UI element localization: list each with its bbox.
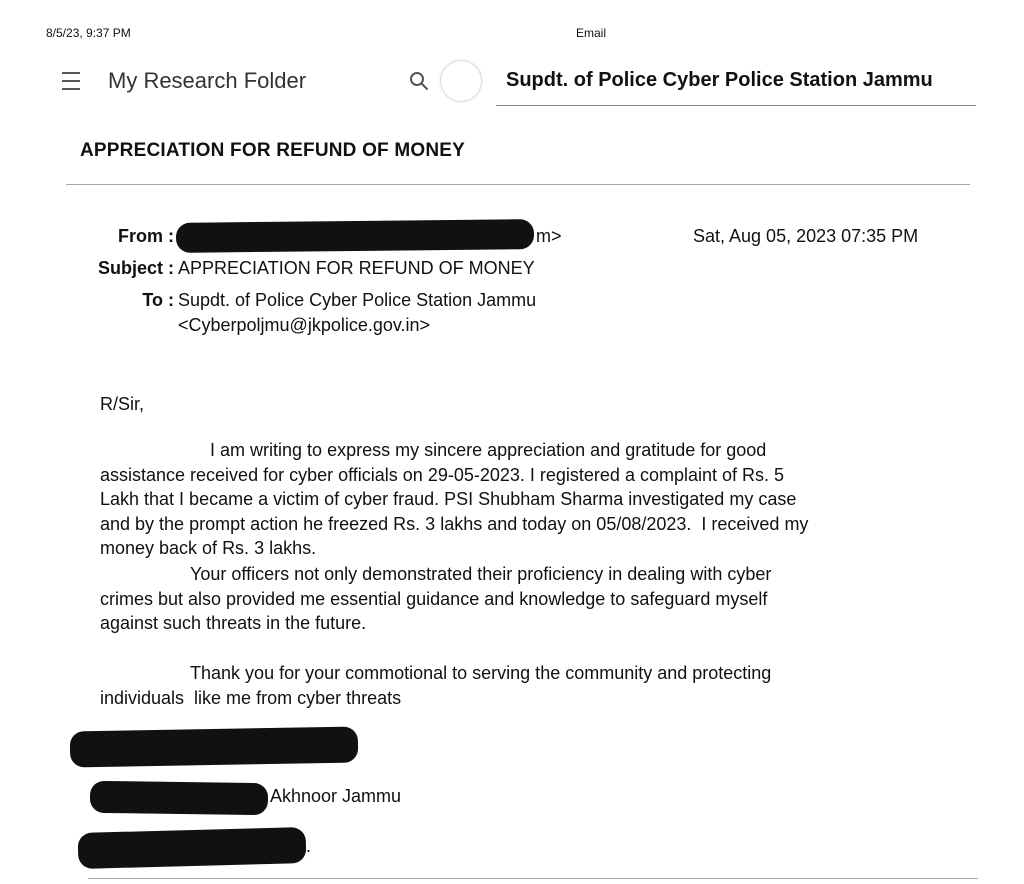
redaction-sender	[176, 219, 534, 253]
redaction-signature-name	[70, 726, 359, 767]
divider	[66, 184, 970, 185]
redaction-signature-address	[90, 781, 268, 815]
subject-value: APPRECIATION FOR REFUND OF MONEY	[178, 258, 535, 278]
from-value-tail: m>	[536, 226, 562, 246]
app-bar	[0, 56, 1024, 108]
body-paragraph-3: Thank you for your commotional to serving the community and protecting individuals like me from cyber threats	[100, 663, 772, 708]
to-label: To :	[142, 290, 174, 310]
mailbox-name: Supdt. of Police Cyber Police Station Jammu	[506, 69, 933, 91]
signature-end: .	[306, 836, 312, 856]
print-datetime: 8/5/23, 9:37 PM	[46, 26, 131, 40]
salutation: R/Sir,	[100, 394, 145, 414]
avatar[interactable]	[440, 60, 482, 102]
divider-bottom	[88, 878, 978, 879]
from-label: From :	[118, 226, 174, 246]
menu-icon[interactable]	[62, 72, 82, 90]
subject-label: Subject :	[97, 258, 174, 278]
email-subject-heading: APPRECIATION FOR REFUND OF MONEY	[80, 140, 465, 161]
search-icon[interactable]	[408, 70, 430, 92]
print-label: Email	[576, 26, 607, 40]
to-name: Supdt. of Police Cyber Police Station Jammu	[178, 290, 537, 310]
body-paragraph-2: Your officers not only demonstrated their proficiency in dealing with cyber crimes but also provided me essential guidance and knowledge to safeguard myself against such threats in the future.	[100, 564, 772, 633]
to-address: <Cyberpoljmu@jkpolice.gov.in>	[178, 315, 431, 335]
folder-title: My Research Folder	[108, 68, 307, 93]
redaction-signature-contact	[78, 827, 307, 869]
mailbox-header	[496, 56, 976, 106]
body-paragraph-1: I am writing to express my sincere appreciation and gratitude for good assistance received for cyber officials on 29-05-2023. I registered a complaint of Rs. 5 Lakh that I became a victim of cyber fraud. PSI Shubham Sharma investigated my case and by the prompt action he freezed Rs. 3 lakhs and today on 05/08/2023. I received my money back of Rs. 3 lakhs.	[100, 440, 809, 558]
signature-place: Akhnoor Jammu	[270, 786, 402, 806]
email-date: Sat, Aug 05, 2023 07:35 PM	[693, 226, 919, 246]
